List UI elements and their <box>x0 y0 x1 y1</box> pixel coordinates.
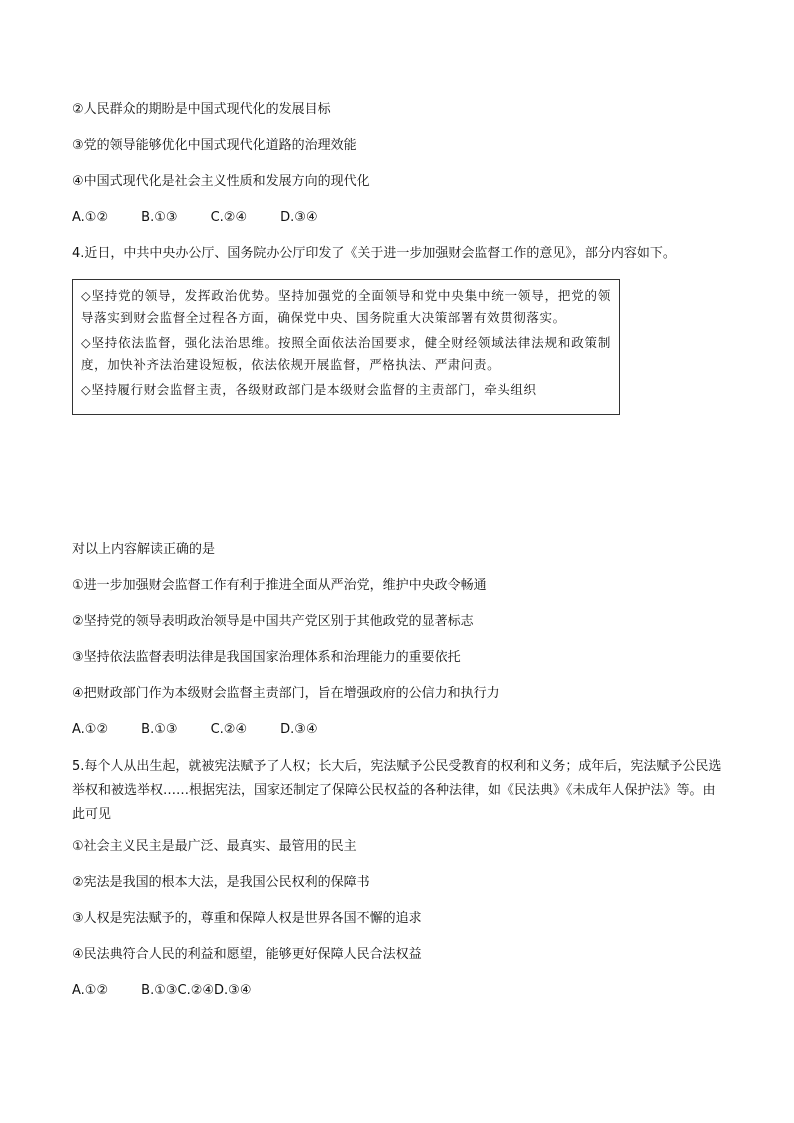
q5-statement-3: ③人权是宪法赋予的，尊重和保障人权是世界各国不懈的追求 <box>72 911 422 926</box>
q5-statement-4: ④民法典符合人民的利益和愿望，能够更好保障人民合法权益 <box>72 947 422 962</box>
q4-statement-2: ②坚持党的领导表明政治领导是中国共产党区别于其他政党的显著标志 <box>72 614 474 629</box>
q5-statement-2: ②宪法是我国的根本大法，是我国公民权利的保障书 <box>72 875 370 890</box>
q4-options: A.①② B.①③ C.②④ D.③④ <box>72 722 318 737</box>
q3-statement-4: ④中国式现代化是社会主义性质和发展方向的现代化 <box>72 174 370 189</box>
q4-statement-4: ④把财政部门作为本级财会监督主责部门，旨在增强政府的公信力和执行力 <box>72 686 500 701</box>
q4-statement-1: ①进一步加强财会监督工作有利于推进全面从严治党，维护中央政令畅通 <box>72 578 487 593</box>
q4-question: 对以上内容解读正确的是 <box>72 542 216 557</box>
q5-statement-1: ①社会主义民主是最广泛、最真实、最管用的民主 <box>72 839 357 854</box>
q3-statement-3: ③党的领导能够优化中国式现代化道路的治理效能 <box>72 138 357 153</box>
q4-excerpt-box <box>72 279 620 415</box>
q3-statement-2: ②人民群众的期盼是中国式现代化的发展目标 <box>72 102 331 117</box>
q5-options: A.①② B.①③C.②④D.③④ <box>72 983 252 998</box>
q3-options: A.①② B.①③ C.②④ D.③④ <box>72 210 318 225</box>
q5-stem: 5.每个人从出生起，就被宪法赋予了人权；长大后，宪法赋予公民受教育的权利和义务；成年后，宪法赋予公民选举权和被选举权……根据宪法，国家还制定了保障公民权益的各种法律，如《民法典》《未成年人保护法》等。由此可见 <box>72 759 722 822</box>
q4-excerpt-paragraph-1: ◇坚持党的领导，发挥政治优势。坚持加强党的全面领导和党中央集中统一领导，把党的领导落实到财会监督全过程各方面，确保党中央、国务院重大决策部署有效贯彻落实。 <box>81 288 611 325</box>
q4-statement-3: ③坚持依法监督表明法律是我国国家治理体系和治理能力的重要依托 <box>72 650 461 665</box>
q4-excerpt-paragraph-2: ◇坚持依法监督，强化法治思维。按照全面依法治国要求，健全财经领域法律法规和政策制度，加快补齐法治建设短板，依法依规开展监督，严格执法、严肃问责。 <box>81 335 611 372</box>
q4-excerpt-paragraph-3: ◇坚持履行财会监督主责，各级财政部门是本级财会监督的主责部门，牵头组织 <box>81 382 537 397</box>
q4-stem: 4.近日，中共中央办公厅、国务院办公厅印发了《关于进一步加强财会监督工作的意见》，部分内容如下。 <box>72 246 676 261</box>
